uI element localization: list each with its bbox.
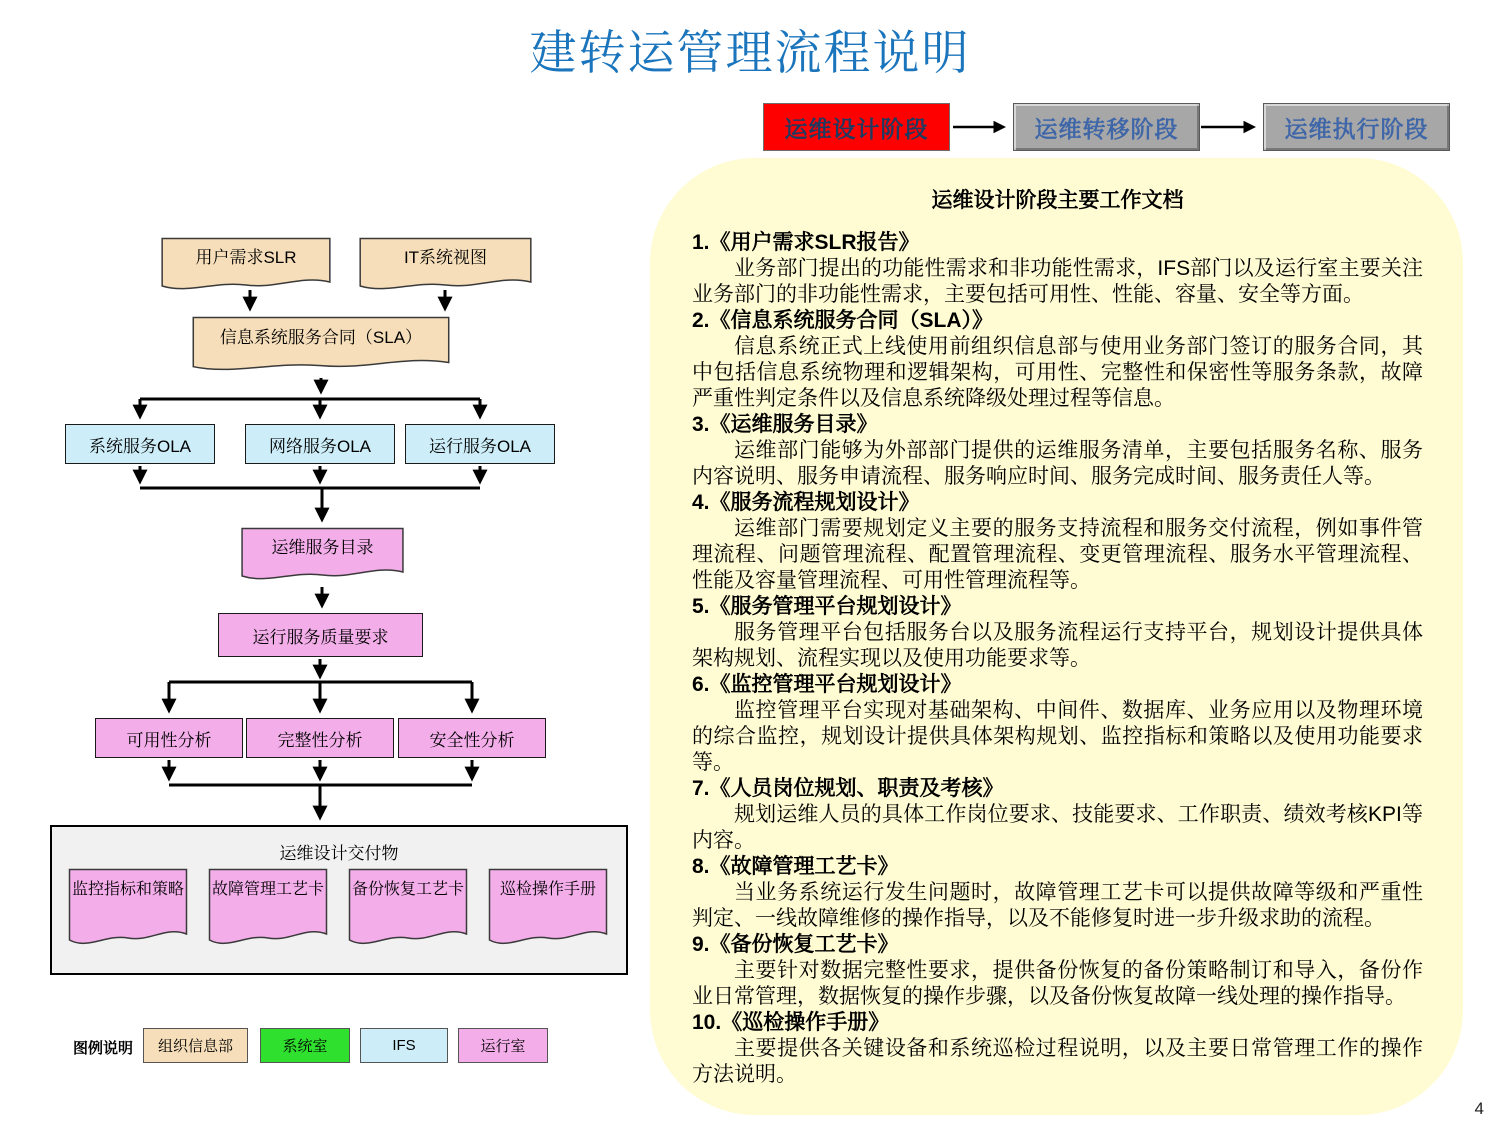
doc-item-heading: 10.《巡检操作手册》 — [692, 1011, 890, 1034]
doc-item-heading: 4.《服务流程规划设计》 — [692, 491, 920, 514]
node-integrity-analysis — [246, 718, 394, 758]
doc-item-body: 当业务系统运行发生问题时，故障管理工艺卡可以提供故障等级和严重性判定、一线故障维修的操作指导，以及不能修复时进一步升级求助的流程。 — [692, 881, 1423, 930]
doc-item-body: 业务部门提出的功能性需求和非功能性需求，IFS部门以及运行室主要关注业务部门的非功能性需求，主要包括可用性、性能、容量、安全等方面。 — [692, 257, 1423, 306]
deliverables-title: 运维设计交付物 — [279, 844, 399, 863]
doc-item-heading: 6.《监控管理平台规划设计》 — [692, 673, 962, 696]
phase-tab-transfer: 运维转移阶段 — [1013, 103, 1200, 151]
node-service-catalog — [240, 527, 405, 585]
legend-org-info — [143, 1028, 248, 1063]
node-integrity-label: 完整性分析 — [277, 730, 363, 750]
node-sla-contract — [190, 316, 452, 376]
doc-item-4 — [692, 490, 1423, 594]
doc-item-1 — [692, 230, 1423, 308]
panel-title: 运维设计阶段主要工作文档 — [931, 189, 1184, 212]
node-ola-network — [245, 424, 395, 464]
doc-item-10 — [692, 1010, 1423, 1088]
node-inspection-manual — [488, 868, 608, 953]
node-fault-card-label: 故障管理工艺卡 — [211, 881, 324, 898]
doc-item-8 — [692, 854, 1423, 932]
node-backup-card — [348, 868, 468, 953]
doc-item-body: 服务管理平台包括服务台以及服务流程运行支持平台，规划设计提供具体架构规划、流程实现以及使用功能要求等。 — [692, 621, 1423, 670]
doc-item-body: 规划运维人员的具体工作岗位要求、技能要求、工作职责、绩效考核KPI等内容。 — [692, 803, 1423, 852]
doc-item-body: 主要提供各关键设备和系统巡检过程说明，以及主要日常管理工作的操作方法说明。 — [692, 1037, 1423, 1086]
doc-item-body: 监控管理平台实现对基础架构、中间件、数据库、业务应用以及物理环境的综合监控，规划设计提供具体架构规划、监控指标和策略以及使用功能要求等。 — [692, 699, 1423, 774]
doc-item-2 — [692, 308, 1423, 412]
design-phase-doc-panel — [650, 158, 1463, 1115]
doc-item-body: 运维部门能够为外部部门提供的运维服务清单，主要包括服务名称、服务内容说明、服务申请流程、服务响应时间、服务完成时间、服务责任人等。 — [692, 439, 1423, 488]
node-backup-card-label: 备份恢复工艺卡 — [351, 881, 464, 898]
node-fault-card — [208, 868, 328, 953]
doc-item-9 — [692, 932, 1423, 1010]
phase-tab-execution: 运维执行阶段 — [1263, 103, 1450, 151]
node-ola-operation — [405, 424, 555, 464]
doc-item-7 — [692, 776, 1423, 854]
doc-item-5 — [692, 594, 1423, 672]
legend-ops-room — [458, 1028, 548, 1063]
node-security-label: 安全性分析 — [429, 730, 515, 750]
node-inspection-manual-label: 巡检操作手册 — [499, 881, 596, 898]
node-it-view — [358, 237, 533, 295]
node-service-catalog-label: 运维服务目录 — [271, 538, 374, 558]
doc-item-heading: 8.《故障管理工艺卡》 — [692, 855, 899, 878]
doc-item-heading: 3.《运维服务目录》 — [692, 413, 878, 436]
node-it-view-label: IT系统视图 — [403, 248, 488, 268]
node-service-quality — [218, 613, 423, 657]
doc-item-6 — [692, 672, 1423, 776]
legend-org-info-label: 组织信息部 — [157, 1038, 233, 1055]
doc-item-heading: 7.《人员岗位规划、职责及考核》 — [692, 777, 1004, 800]
node-availability-analysis — [95, 718, 243, 758]
legend-system-room-label: 系统室 — [282, 1038, 328, 1055]
doc-item-heading: 5.《服务管理平台规划设计》 — [692, 595, 962, 618]
doc-item-heading: 1.《用户需求SLR报告》 — [692, 231, 920, 254]
legend-system-room — [260, 1028, 350, 1063]
legend-ops-room-label: 运行室 — [480, 1038, 526, 1055]
node-availability-label: 可用性分析 — [126, 730, 212, 750]
legend-ifs — [360, 1028, 448, 1063]
page-number: 4 — [1474, 1099, 1484, 1118]
node-sla-contract-label: 信息系统服务合同（SLA） — [219, 328, 423, 348]
doc-item-body: 主要针对数据完整性要求，提供备份恢复的备份策略制订和导入，备份作业日常管理，数据恢复的操作步骤，以及备份恢复故障一线处理的操作指导。 — [692, 959, 1423, 1008]
doc-item-body: 信息系统正式上线使用前组织信息部与使用业务部门签订的服务合同，其中包括信息系统物理和逻辑架构，可用性、完整性和保密性等服务条款，故障严重性判定条件以及信息系统降级处理过程等信息。 — [692, 335, 1423, 410]
node-ola-network-label: 网络服务OLA — [268, 436, 372, 456]
node-ola-operation-label: 运行服务OLA — [428, 436, 532, 456]
node-service-quality-label: 运行服务质量要求 — [252, 627, 389, 647]
node-monitor-indicators-label: 监控指标和策略 — [71, 881, 184, 898]
node-monitor-indicators — [68, 868, 188, 953]
doc-item-3 — [692, 412, 1423, 490]
doc-item-heading: 9.《备份恢复工艺卡》 — [692, 933, 899, 956]
node-user-slr — [160, 237, 332, 295]
phase-tab-design: 运维设计阶段 — [763, 103, 950, 151]
doc-item-body: 运维部门需要规划定义主要的服务支持流程和服务交付流程，例如事件管理流程、问题管理流程、配置管理流程、变更管理流程、服务水平管理流程、性能及容量管理流程、可用性管理流程等。 — [692, 517, 1423, 592]
page-title: 建转运管理流程说明 — [529, 26, 971, 79]
node-security-analysis — [398, 718, 546, 758]
doc-item-heading: 2.《信息系统服务合同（SLA）》 — [692, 309, 994, 332]
legend-label: 图例说明 — [73, 1040, 134, 1057]
node-ola-system — [65, 424, 215, 464]
legend-ifs-label: IFS — [392, 1037, 416, 1054]
node-user-slr-label: 用户需求SLR — [195, 248, 297, 268]
node-ola-system-label: 系统服务OLA — [88, 436, 192, 456]
